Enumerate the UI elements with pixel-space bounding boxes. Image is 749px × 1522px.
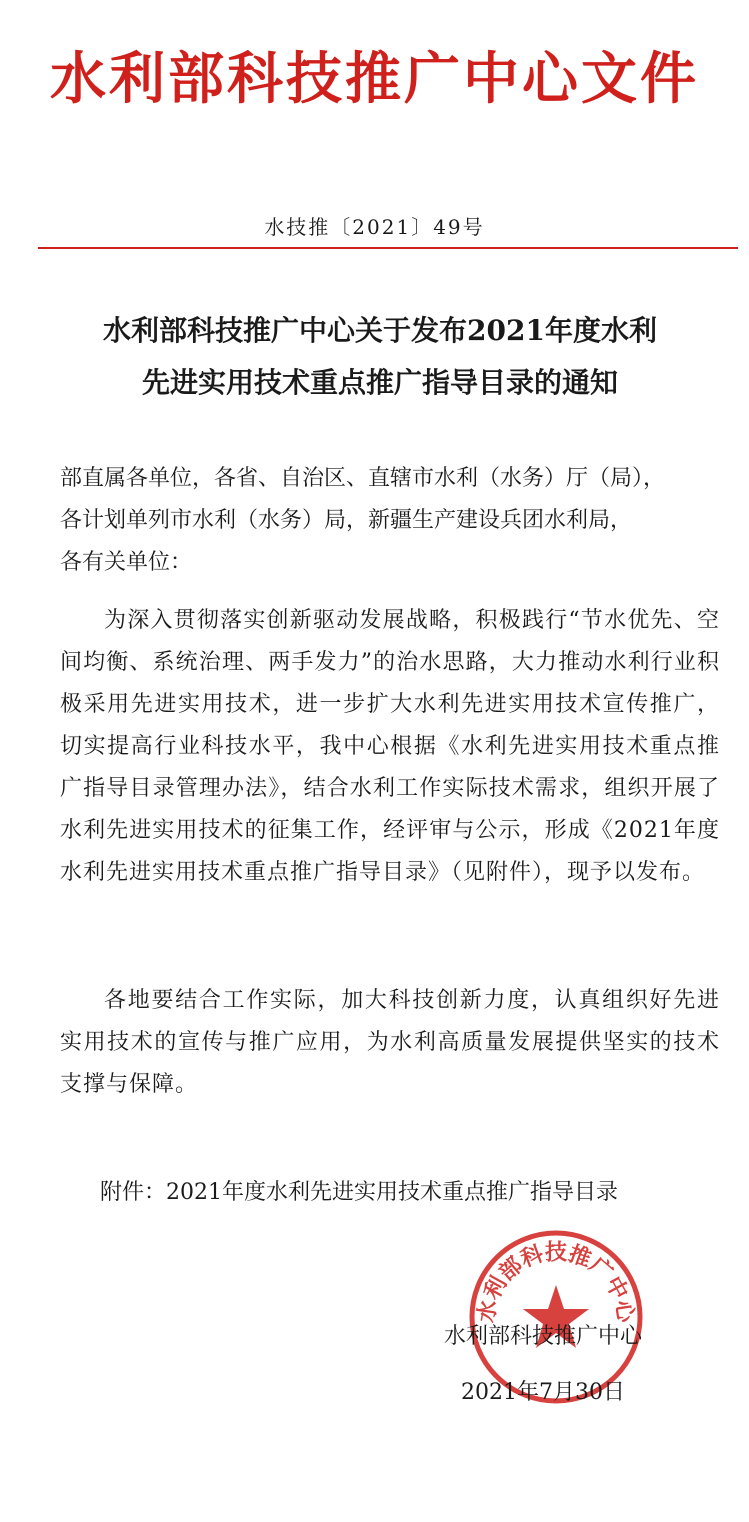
recipient-line-3: 各有关单位： [60,550,193,575]
document-header: 水利部科技推广中心文件 [50,47,699,112]
notice-title-line-2: 先进实用技术重点推广指导目录的通知 [141,366,618,399]
attachment-line: 附件：2021年度水利先进实用技术重点推广指导目录 [100,1180,618,1205]
notice-title [50,305,710,409]
signature-date: 2021年7月30日 [461,1380,625,1405]
notice-title-line-1: 水利部科技推广中心关于发布2021年度水利 [103,314,657,347]
seal-text: 水利部科技推广中心 [474,1240,638,1325]
recipients [60,458,730,584]
document-number: 水技推〔2021〕49号 [264,215,485,239]
recipient-line-1: 部直属各单位，各省、自治区、直辖市水利（水务）厅（局）， [60,466,666,491]
header-divider [38,247,738,249]
body-paragraph-1: 为深入贯彻落实创新驱动发展战略，积极践行“节水优先、空间均衡、系统治理、两手发力”的治水思路，大力推动水利行业积极采用先进实用技术，进一步扩大水利先进实用技术宣传推广，切实提高行业科技水平，我中心根据《水利先进实用技术重点推广指导目录管理办法》，结合水利工作实际技术需求，组织开展了水利先进实用技术的征集工作，经评审与公示，形成《2021年度水利先进实用技术重点推广指导目录》（见附件），现予以发布。 [60,608,720,885]
signature-org: 水利部科技推广中心 [443,1324,642,1349]
recipient-line-2: 各计划单列市水利（水务）局，新疆生产建设兵团水利局， [60,508,633,533]
body-paragraph-2: 各地要结合工作实际，加大科技创新力度，认真组织好先进实用技术的宣传与推广应用，为水利高质量发展提供坚实的技术支撑与保障。 [60,988,720,1097]
